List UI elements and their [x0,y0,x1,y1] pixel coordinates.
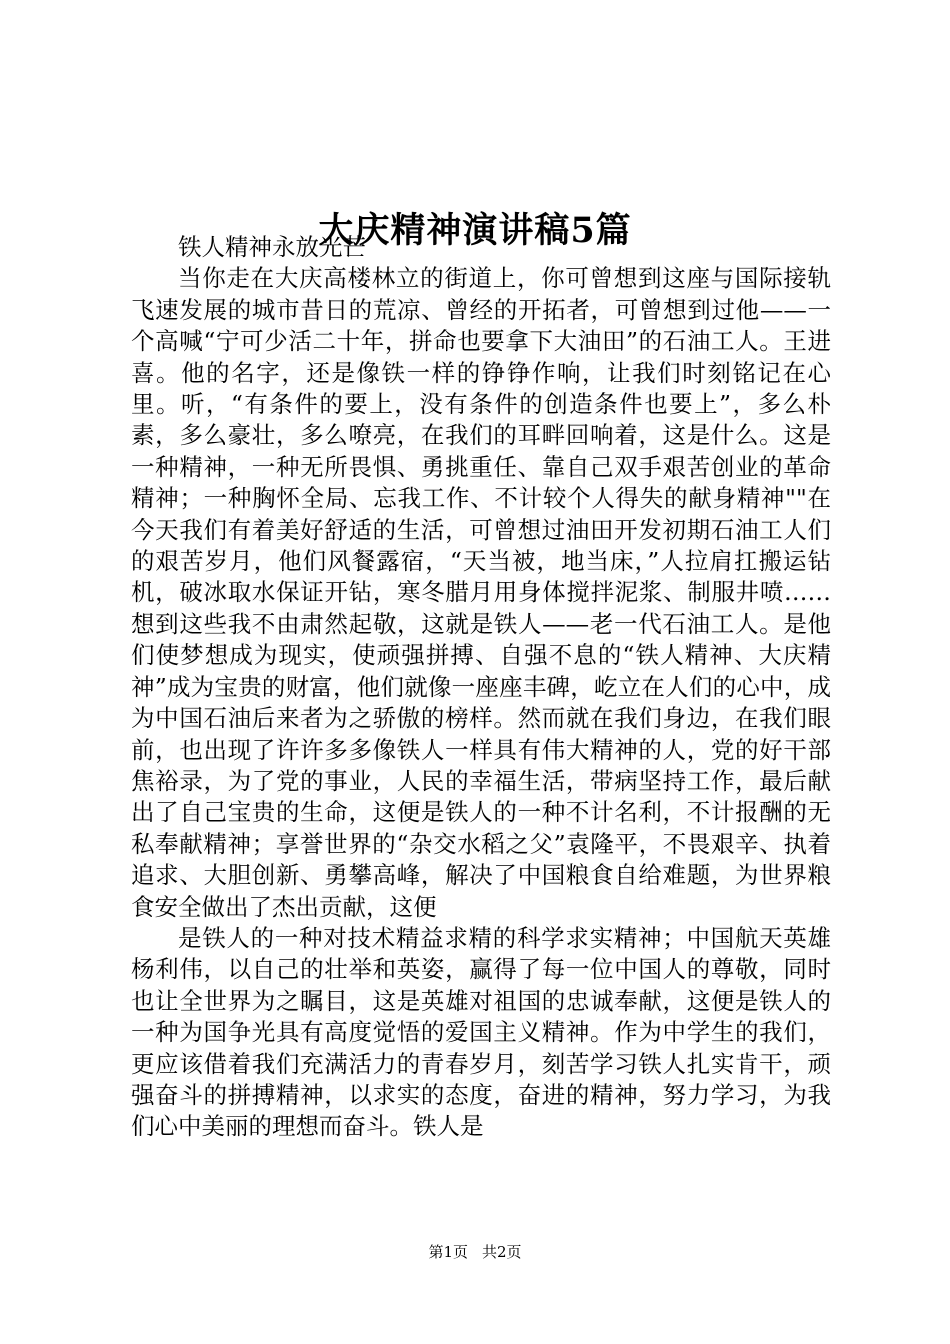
section-subtitle: 铁人精神永放光芒 [178,233,366,261]
document-body [131,232,831,1143]
page-number: 第1页 [428,1243,468,1261]
body-paragraph-2: 是铁人的一种对技术精益求精的科学求实精神；中国航天英雄杨利伟，以自己的壮举和英姿，赢得了每一位中国人的尊敬，同时也让全世界为之瞩目，这是英雄对祖国的忠诚奉献，这便是铁人的一种为国争光具有高度觉悟的爱国主义精神。作为中学生的我们，更应该借着我们充满活力的青春岁月，刻苦学习铁人扎实肯干，顽强奋斗的拼搏精神，以求实的态度，奋进的精神，努力学习，为我们心中美丽的理想而奋斗。铁人是 [131,923,831,1141]
page-footer [0,1242,950,1262]
body-paragraph-1: 当你走在大庆高楼林立的街道上，你可曾想到这座与国际接轨飞速发展的城市昔日的荒凉、曾经的开拓者，可曾想到过他——一个高喊“宁可少活二十年，拼命也要拿下大油田”的石油工人。王进喜。他的名字，还是像铁一样的铮铮作响，让我们时刻铭记在心里。听，“有条件的要上，没有条件的创造条件也要上”，多么朴素，多么豪壮，多么嘹亮，在我们的耳畔回响着，这是什么。这是一种精神，一种无所畏惧、勇挑重任、靠自己双手艰苦创业的革命精神；一种胸怀全局、忘我工作、不计较个人得失的献身精神""在今天我们有着美好舒适的生活，可曾想过油田开发初期石油工人们的艰苦岁月，他们风餐露宿，“天当被，地当床，”人拉肩扛搬运钻机，破冰取水保证开钻，寒冬腊月用身体搅拌泥浆、制服井喷……想到这些我不由肃然起敬，这就是铁人——老一代石油工人。是他们使梦想成为现实，使顽强拼搏、自强不息的“铁人精神、大庆精神”成为宝贵的财富，他们就像一座座丰碑，屹立在人们的心中，成为中国石油后来者为之骄傲的榜样。然而就在我们身边，在我们眼前，也出现了许许多多像铁人一样具有伟大精神的人，党的好干部焦裕录，为了党的事业，人民的幸福生活，带病坚持工作，最后献出了自己宝贵的生命，这便是铁人的一种不计名利，不计报酬的无私奉献精神；享誉世界的“杂交水稻之父”袁隆平，不畏艰辛、执着追求、大胆创新、勇攀高峰，解决了中国粮食自给难题，为世界粮食安全做出了杰出贡献，这便 [131,264,831,921]
page-total: 共2页 [482,1243,522,1261]
document-title: 大庆精神演讲稿5篇 [318,210,632,252]
